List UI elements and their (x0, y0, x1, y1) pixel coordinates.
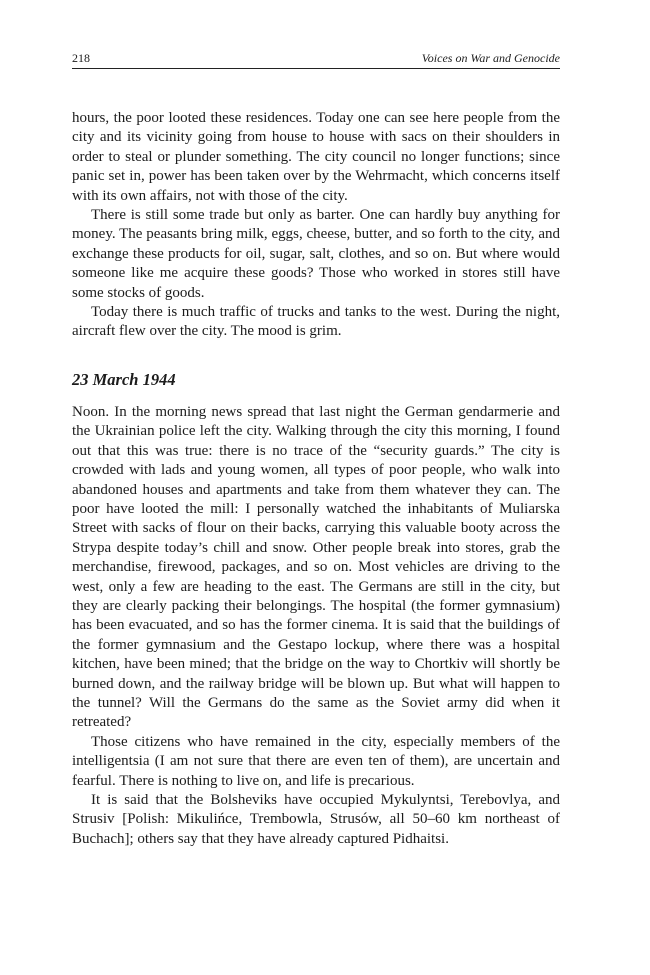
paragraph: Noon. In the morning news spread that last night the German gendarmerie and the Ukrainian police left the city. Walking through the city this morning, I found out that this was true: there is no trace of the “security guards.” The city is crowded with lads and young women, all types of poor people, who walk into abandoned houses and apartments and take from them whatever they can. The poor have looted the mill: I personally watched the inhabitants of Muliarska Street with sacks of flour on their backs, carrying this valuable booty across the Strypa despite today’s chill and snow. Other people break into stores, grab the merchandise, firewood, packages, and so on. Most vehicles are driving to the west, only a few are heading to the east. The Germans are still in the city, but they are clearly packing their belongings. The hospital (the former gymnasium) has been evacuated, and so has the former cinema. It is said that the buildings of the former gymnasium and the Gestapo lockup, where there was a hospital kitchen, have been mined; that the bridge on the way to Chortkiv will shortly be burned down, and the railway bridge will be blown up. But what will happen to the tunnel? Will the Germans do the same as the Soviet army did when it retreated? (72, 403, 560, 731)
paragraph: Today there is much traffic of trucks and tanks to the west. During the night, aircraft flew over the city. The mood is grim. (72, 304, 560, 340)
body-text (72, 109, 560, 849)
running-head (72, 50, 560, 69)
paragraph: There is still some trade but only as barter. One can hardly buy anything for money. The peasants bring milk, eggs, cheese, butter, and so forth to the city, and exchange these products for oil, sugar, salt, clothes, and so on. But where would someone like me acquire these goods? Those who worked in stores still have some stocks of goods. (72, 207, 560, 301)
running-title: Voices on War and Genocide (421, 51, 560, 65)
diary-entry-heading: 23 March 1944 (72, 369, 176, 389)
book-page (72, 50, 560, 849)
page-number: 218 (72, 51, 90, 65)
paragraph: It is said that the Bolsheviks have occupied Mykulyntsi, Terebovlya, and Strusiv [Polish: Mikulińce, Trembowla, Strusów, all 50–60 km northeast of Buchach]; others say that they have already captured Pidhaitsi. (72, 792, 560, 847)
paragraph: Those citizens who have remained in the city, especially members of the intelligentsia (I am not sure that there are even ten of them), are uncertain and fearful. There is nothing to live on, and life is precarious. (72, 733, 560, 789)
paragraph: hours, the poor looted these residences. Today one can see here people from the city and its vicinity going from house to house with sacs on their shoulders in order to steal or plunder something. The city council no longer functions; since panic set in, power has been taken over by the Wehrmacht, which concerns itself with its own affairs, not with those of the city. (72, 110, 560, 204)
